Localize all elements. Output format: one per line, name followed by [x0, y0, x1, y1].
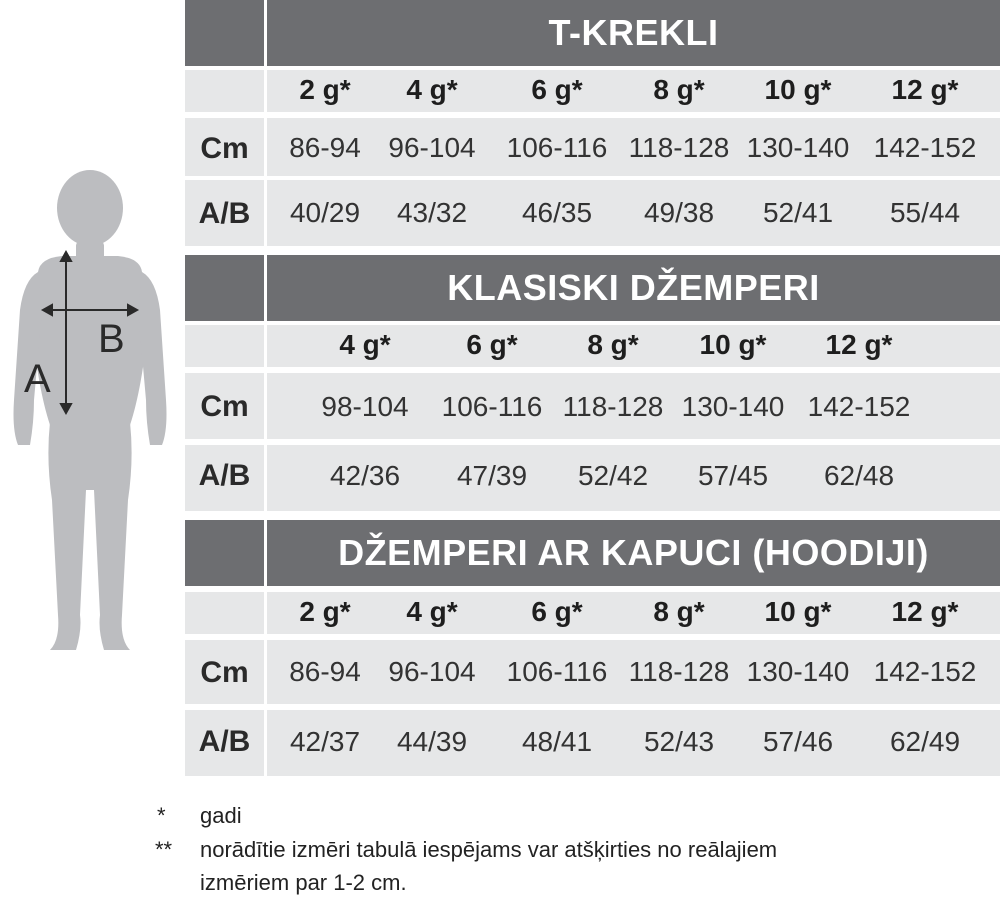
cm-cell: 130-140	[746, 656, 850, 687]
ab-row	[185, 445, 1000, 511]
age-cell: 6 g*	[531, 596, 583, 627]
ab-cell: 52/42	[577, 460, 649, 491]
footnote-marker: *	[157, 803, 166, 828]
cm-row	[185, 373, 1000, 439]
cm-cell: 130-140	[746, 132, 850, 163]
ab-cell: 42/37	[289, 726, 361, 757]
cm-cell: 130-140	[681, 391, 785, 422]
section-header-spacer	[185, 255, 264, 321]
cm-cell: 106-116	[506, 656, 608, 687]
cm-cell: 86-94	[289, 656, 361, 687]
ab-cell: 44/39	[396, 726, 468, 757]
child-silhouette-icon	[0, 160, 180, 660]
ab-cell: 62/49	[889, 726, 961, 757]
age-cell: 10 g*	[699, 329, 767, 360]
cm-cell: 118-128	[562, 391, 664, 422]
cm-row	[185, 118, 1000, 176]
label-b: B	[98, 317, 125, 361]
age-cell: 4 g*	[406, 74, 458, 105]
cm-cell: 106-116	[506, 132, 608, 163]
cm-cell: 142-152	[807, 391, 911, 422]
row-label-cm: Cm	[200, 390, 249, 423]
ab-cell: 40/29	[289, 197, 361, 228]
label-a: A	[24, 357, 51, 401]
row-label-ab: A/B	[198, 459, 251, 492]
age-cell: 8 g*	[653, 74, 705, 105]
section-header-spacer	[185, 0, 264, 66]
cm-cell: 98-104	[321, 391, 409, 422]
cm-cell: 142-152	[873, 656, 977, 687]
cm-cell: 118-128	[628, 132, 730, 163]
ab-cell: 52/43	[643, 726, 715, 757]
ab-cell: 62/48	[823, 460, 895, 491]
age-cell: 10 g*	[764, 596, 832, 627]
ab-cell: 47/39	[456, 460, 528, 491]
ab-cell: 49/38	[643, 197, 715, 228]
age-cell: 12 g*	[825, 329, 893, 360]
ab-row	[185, 180, 1000, 246]
row-label-cm: Cm	[200, 132, 249, 165]
cm-cell: 142-152	[873, 132, 977, 163]
row-label-ab: A/B	[198, 197, 251, 230]
body-measurement-figure	[0, 160, 180, 660]
age-cell: 12 g*	[891, 596, 959, 627]
section-title: DŽEMPERI AR KAPUCI (HOODIJI)	[338, 532, 929, 573]
ab-cell: 46/35	[521, 197, 593, 228]
ab-cell: 42/36	[329, 460, 401, 491]
age-cell: 12 g*	[891, 74, 959, 105]
age-cell: 6 g*	[531, 74, 583, 105]
cm-row	[185, 640, 1000, 704]
row-label-ab: A/B	[198, 725, 251, 758]
section-title: KLASISKI DŽEMPERI	[447, 267, 820, 308]
age-cell: 8 g*	[587, 329, 639, 360]
ab-cell: 52/41	[762, 197, 834, 228]
ab-cell: 57/46	[762, 726, 834, 757]
ab-cell: 43/32	[396, 197, 468, 228]
footnote-text: gadi	[200, 803, 242, 828]
age-cell: 6 g*	[466, 329, 518, 360]
cm-cell: 118-128	[628, 656, 730, 687]
ab-cell: 48/41	[521, 726, 593, 757]
age-cell: 4 g*	[406, 596, 458, 627]
footnote-text: norādītie izmēri tabulā iespējams var atšķirties no reālajiem	[200, 837, 778, 862]
age-cell: 10 g*	[764, 74, 832, 105]
cm-cell: 86-94	[289, 132, 361, 163]
section-title: T-KREKLI	[548, 12, 719, 53]
age-cell: 8 g*	[653, 596, 705, 627]
footnote-text: izmēriem par 1-2 cm.	[200, 870, 407, 895]
cm-cell: 96-104	[388, 656, 476, 687]
footnote-marker: **	[155, 837, 173, 862]
row-label-cm: Cm	[200, 656, 249, 689]
age-cell: 4 g*	[339, 329, 391, 360]
ab-row	[185, 710, 1000, 776]
cm-cell: 106-116	[441, 391, 543, 422]
age-cell: 2 g*	[299, 596, 351, 627]
age-row	[185, 325, 1000, 367]
ab-cell: 55/44	[889, 197, 961, 228]
cm-cell: 96-104	[388, 132, 476, 163]
age-row	[185, 70, 1000, 112]
age-cell: 2 g*	[299, 74, 351, 105]
age-row	[185, 592, 1000, 634]
ab-cell: 57/45	[697, 460, 769, 491]
section-header-spacer	[185, 520, 264, 586]
